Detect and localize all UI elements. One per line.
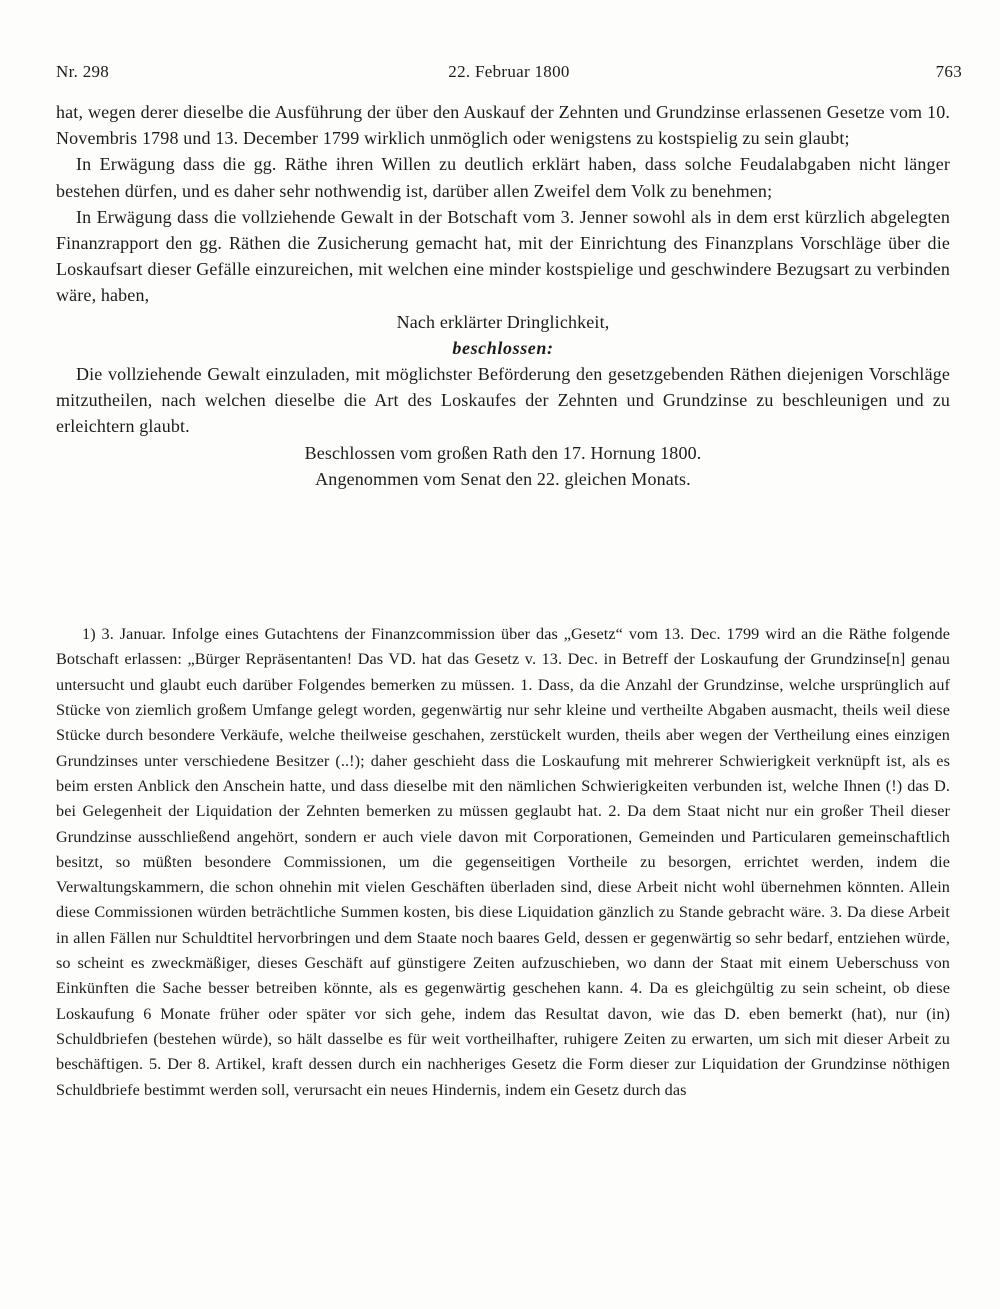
- main-text: [56, 99, 950, 492]
- paragraph-resolution: Die vollziehende Gewalt einzuladen, mit möglichster Beförderung den gesetzgebenden Räthen diejenigen Vorschläge mitzutheilen, nach welchen dieselbe die Art des Loskaufes der Zehnten und Grundzinse zu beschleunigen und zu erleichtern glaubt.: [56, 364, 950, 437]
- signoff-senate: Angenommen vom Senat den 22. gleichen Monats.: [315, 468, 691, 489]
- paragraph-continuation: hat, wegen derer dieselbe die Ausführung der über den Auskauf der Zehnten und Grundzinse erlassenen Gesetze vom 10. Novembris 1798 und 13. December 1799 wirklich unmöglich oder wenigstens zu kostspielig zu sein glaubt;: [56, 102, 950, 149]
- document-number: Nr. 298: [56, 62, 110, 81]
- paragraph-consideration-1: In Erwägung dass die gg. Räthe ihren Willen zu deutlich erklärt haben, dass solche Feudalabgaben nicht länger bestehen dürfen, und es daher sehr nothwendig ist, darüber allen Zweifel dem Volk zu benehmen;: [56, 154, 950, 201]
- resolved-heading: beschlossen:: [452, 337, 554, 358]
- footnote: 1) 3. Januar. Infolge eines Gutachtens der Finanzcommission über das „Gesetz“ vom 13. Dec. 1799 wird an die Räthe folgende Botschaft erlassen: „Bürger Repräsentanten! Das VD. hat das Gesetz v. 13. Dec. in Betreff der Loskaufung der Grundzinse[n] genau untersucht und glaubt euch darüber Folgendes bemerken zu müssen. 1. Dass, da die Anzahl der Grundzinse, welche ursprünglich auf Stücke von ziemlich großem Umfange gelegt worden, gegenwärtig nur sehr kleine und vertheilte Abgaben ausmacht, theils weil diese Stücke durch besondere Verkäufe, welche theilweise geschahen, zerstückelt wurden, theils aber wegen der Vertheilung eines einzigen Grundzinses unter verschiedene Besitzer (..!); daher geschieht dass die Loskaufung mit mehrerer Schwierigkeit verknüpft ist, als es beim ersten Anblick den Anschein hatte, und dass dieselbe mit den nämlichen Schwierigkeiten verbunden ist, welche Ihnen (!) das D. bei Gelegenheit der Liquidation der Zehnten bemerken zu müssen geglaubt hat. 2. Da dem Staat nicht nur ein großer Theil dieser Grundzinse ausschließend angehört, sondern er auch viele davon mit Corporationen, Gemeinden und Particularen gemeinschaftlich besitzt, so müßten besondere Commissionen, um die gegenseitigen Vortheile zu besorgen, errichtet werden, indem die Verwaltungskammern, die schon ohnehin mit vielen Geschäften überladen sind, diese Arbeit nicht wohl übernehmen könnten. Allein diese Commissionen würden beträchtliche Summen kosten, bis diese Liquidation gänzlich zu Stande gebracht wäre. 3. Da diese Arbeit in allen Fällen nur Schuldtitel hervorbringen und dem Staate noch baares Geld, dessen er gegenwärtig so sehr bedarf, entziehen würde, so scheint es zweckmäßiger, dieses Geschäft auf günstigere Zeiten aufzuschieben, wo dann der Staat mit einem Ueberschuss von Einkünften die Sache besser betreiben könnte, als es gegenwärtig geschehen kann. 4. Da es gleichgültig zu sein scheint, ob diese Loskaufung 6 Monate früher oder später vor sich gehe, indem das Resultat davon, wie das D. eben bemerkt (hat), nur (in) Schuldbriefen (bestehen würde), so hält dasselbe es für weit vortheilhafter, ruhigere Zeiten zu erwarten, um sich mit dieser Arbeit zu beschäftigen. 5. Der 8. Artikel, kraft dessen durch ein nachheriges Gesetz die Form dieser zur Liquidation der Grundzinse nöthigen Schuldbriefe bestimmt werden soll, verursacht ein neues Hindernis, indem ein Gesetz durch das: [56, 625, 950, 1099]
- page-number: 763: [935, 62, 962, 81]
- paragraph-consideration-2: In Erwägung dass die vollziehende Gewalt in der Botschaft vom 3. Jenner sowohl als in dem erst kürzlich abgelegten Finanzrapport den gg. Räthen die Zusicherung gemacht hat, mit der Einrichtung des Finanzplans Vorschläge über die Loskaufsart dieser Gefälle einzureichen, mit welchen eine minder kostspielige und geschwindere Bezugsart zu verbinden wäre, haben,: [56, 206, 950, 306]
- header-date: 22. Februar 1800: [448, 62, 570, 81]
- urgency-line: Nach erklärter Dringlichkeit,: [396, 311, 610, 332]
- signoff-great-council: Beschlossen vom großen Rath den 17. Hornung 1800.: [304, 442, 702, 463]
- running-header: [56, 62, 962, 86]
